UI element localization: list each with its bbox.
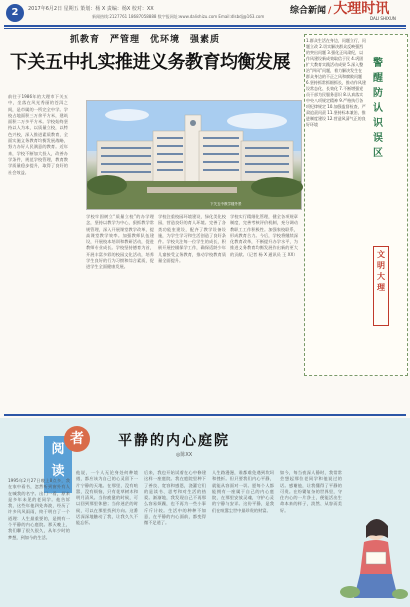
photo-caption: 下关五中教学楼外景	[210, 202, 242, 206]
essay-column-3: 后来，我也开始试着在心中修建这样一座庭院。我在庭院里种下了善良、宽容和感恩，浇灌它们的是读书、思考和对生活的热爱。渐渐地，我发现自己不再那么容易烦躁，也不再为一些小事斤斤计较。生活中的种种不如意，在平静的内心面前，都变得微不足道了。	[144, 470, 206, 526]
edition-label: DALI SHIXUN	[370, 16, 396, 21]
seal-circle: 者	[64, 426, 90, 452]
issue-meta: 2017年6月2日 星期五 策划：杨 X 责编：杨X 校对：XX	[28, 6, 154, 12]
article-headline: 下关五中扎实推进义务教育均衡发展	[10, 52, 290, 73]
girl-reading-illustration	[336, 508, 408, 604]
header-rule	[4, 25, 406, 27]
page-number-badge: 2	[6, 4, 24, 22]
sidebar-vertical-title: 警醒防认识误区	[373, 58, 383, 159]
seal-char-bottom: 读	[51, 464, 65, 479]
article-column-2: 学校牢固树立“质量立校”的办学理念，坚持以教学为中心，狠抓教学常规管理，深入开展课堂教学改革，提高课堂教学效率。加强教师队伍建设，开展校本培训和教研活动，促进教师专业成长。学校坚持德育为首，开展丰富多彩的校园文化活动，培养学生良好的行为习惯和综合素质，促进学生全面健康发展。	[86, 214, 154, 270]
contact-line: 新闻热线:2127761 18687058888 数字报网址:www.dalishizu.com Email:dlsbdj@163.com	[92, 14, 265, 19]
section-divider	[4, 414, 406, 416]
article-column-4: 学校实行精细化管理，健全各项规章制度，完善考核评价机制，充分调动教职工工作积极性。加强家校联系，形成教育合力。今后，学校将继续深化教育改革，不断提升办学水平，为推进义务教育均衡发展作出新的更大的贡献。（记者 杨 X 通讯员 王 XX）	[230, 214, 298, 257]
essay-column-2: 他说，一个人无论身处何种境遇，都应该为自己的心灵留下一片宁静的天地。在那里，没有喧嚣，没有烦恼，只有花草树木和明月清风。当你疲惫的时候，可以回到那里休憩；当你迷茫的时候，可以在那里找到方向。这番话深深地触动了我，让我久久不能忘怀。	[76, 470, 138, 526]
essay-column-5: 如今，每当夜深人静时，我常常会想起那位老同学和他说过的话。感谢他，让我懂得了平静的可贵。在纷繁复杂的世界里，守住内心的一片净土，便能活出生命本来的样子，淡然、从容而美好。	[280, 470, 342, 513]
newspaper-logo: 大理时讯	[333, 1, 390, 17]
article-column-1: 前往于1986年的大理市下关五中，坐落在风光秀丽的苍洱之间，是市属的一所完全中学。学校占地面积三万余平方米，建筑面积二万多平方米。学校始终坚持以人为本，以质量立校，以特色兴校，深入推进素质教育，全面实施义务教育均衡发展战略，努力办好人民满意的教育。近年来，学校不断加大投入，改善办学条件，规范学校管理，教育教学质量稳步提升，取得了良好的社会效益。	[8, 94, 68, 175]
essay-byline: ◎陈XX	[176, 452, 193, 458]
brand-separator: /	[328, 6, 332, 16]
header-rule-thin	[4, 28, 406, 29]
essay-column-4: 人生路漫漫，谁都难免遇到坎坷和挫折。但只要我们内心平静，就能从容面对一切。愿每个人都能拥有一座属于自己的内心庭院，在那里安放灵魂，守护心灵的宁静与安详。这份平静，是我们在喧嚣尘世中最珍贵的财富。	[212, 470, 274, 513]
sidebar-stamp: 文明大理	[373, 246, 389, 326]
sidebar-text: 1.群众生活在身边，问题立行，问题立改 2.切实解决群众反映强烈的突出问题 3.强化正风肃纪，以作风建设新成效取信于民 4.巩固扩大教育实践活动成果 5.深入整治“四风”问题，着力解决发生在群众身边的不正之风和腐败问题 6.坚持抓常抓细抓长，推动作风建设常态化、长效化 7.不断增强党员干部为民服务意识 8.认真落实中央八项规定精神 9.严格执行各项纪律规定 10.加强监督检查，严肃追责问责 11.坚持标本兼治，推进制度建设 12.营造风清气正的良好环境	[306, 38, 366, 127]
essay-column-1: 1995年2月27日晚上8点多，我在家中看书，忽然听到窗外有人在喊我的名字。出门一看，原来是多年未见的老同学。他告诉我，这些年他四处奔波，经历了许多风风雨雨，终于明白了一个道理：人生最重要的，是拥有一个平静的内心庭院。那天晚上，我们聊了很久很久，从年少时的梦想，到如今的生活。	[8, 478, 70, 540]
section-name: 综合新闻	[290, 6, 327, 16]
school-building-illustration	[87, 101, 301, 209]
school-building-photo	[86, 100, 302, 210]
article-kicker: 抓教育 严管理 优环境 强素质	[70, 35, 221, 45]
seal-char-top: 阅	[51, 442, 65, 457]
essay-title: 平静的内心庭院	[118, 433, 230, 449]
article-column-3: 学校注重校园环境建设，绿化美化校园，营造良好的育人环境。完善了各类功能室建设，配齐了教学设备设施，为学生学习和生活创造了良好条件。学校关注每一位学生的成长，积极开展控辍保学工作，确保适龄少年儿童接受义务教育，推动学校教育质量全面提升。	[158, 214, 226, 264]
